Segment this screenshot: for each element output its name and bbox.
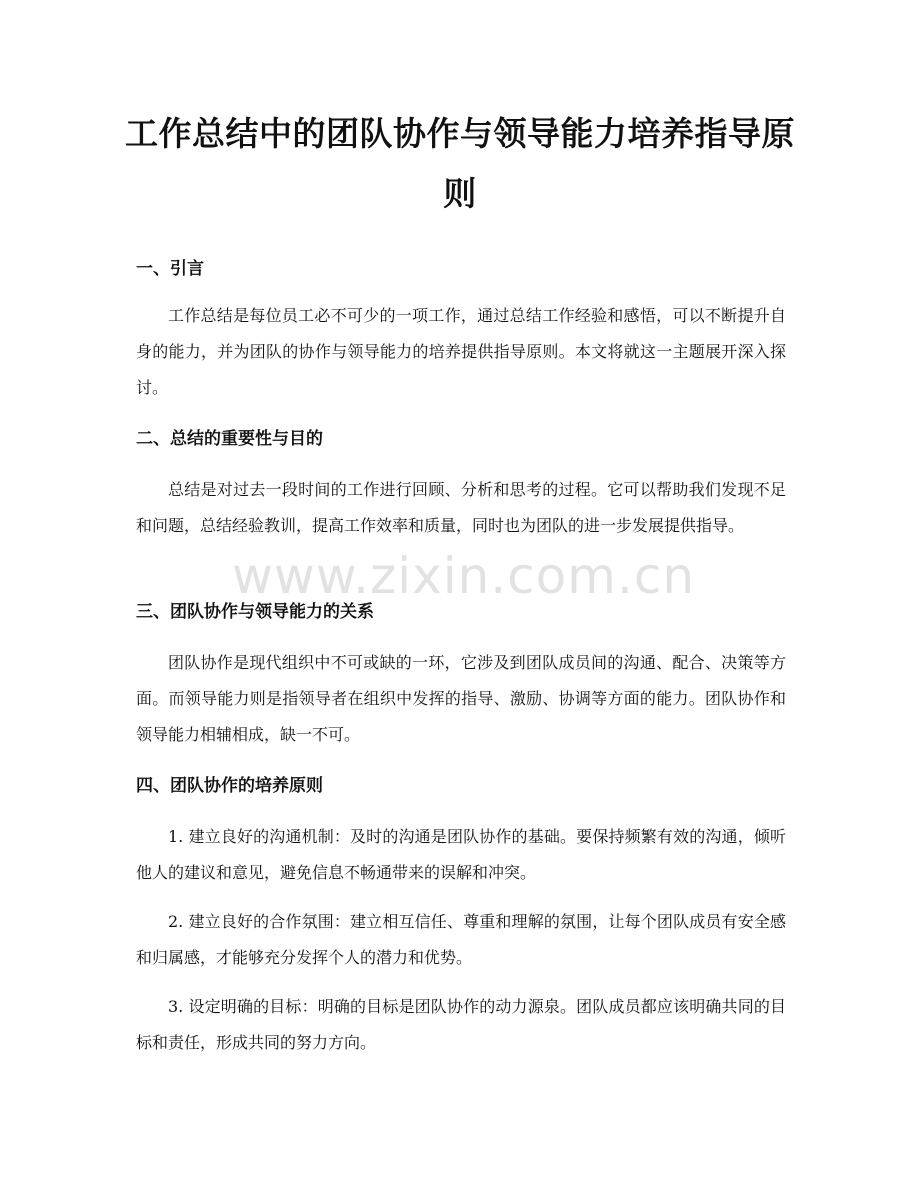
section-heading-importance: 二、总结的重要性与目的 <box>136 429 323 449</box>
paragraph-principle-atmosphere: 2. 建立良好的合作氛围：建立相互信任、尊重和理解的氛围，让每个团队成员有安全感和归属感，才能够充分发挥个人的潜力和优势。 <box>136 912 786 967</box>
section-heading-introduction: 一、引言 <box>136 259 204 279</box>
paragraph-introduction: 工作总结是每位员工必不可少的一项工作，通过总结工作经验和感悟，可以不断提升自身的能力，并为团队的协作与领导能力的培养提供指导原则。本文将就这一主题展开深入探讨。 <box>136 306 786 397</box>
section-heading-relationship: 三、团队协作与领导能力的关系 <box>136 602 374 622</box>
paragraph-principle-goals: 3. 设定明确的目标：明确的目标是团队协作的动力源泉。团队成员都应该明确共同的目标和责任，形成共同的努力方向。 <box>136 997 786 1052</box>
document-title: 工作总结中的团队协作与领导能力培养指导原则 <box>125 114 795 213</box>
paragraph-principle-communication: 1. 建立良好的沟通机制：及时的沟通是团队协作的基础。要保持频繁有效的沟通，倾听他人的建议和意见，避免信息不畅通带来的误解和冲突。 <box>136 827 786 882</box>
paragraph-relationship: 团队协作是现代组织中不可或缺的一环，它涉及到团队成员间的沟通、配合、决策等方面。而领导能力则是指领导者在组织中发挥的指导、激励、协调等方面的能力。团队协作和领导能力相辅相成，缺一不可。 <box>136 653 786 744</box>
paragraph-importance: 总结是对过去一段时间的工作进行回顾、分析和思考的过程。它可以帮助我们发现不足和问题，总结经验教训，提高工作效率和质量，同时也为团队的进一步发展提供指导。 <box>136 480 786 535</box>
watermark: www.zixin.com.cn <box>232 547 696 605</box>
section-heading-principles: 四、团队协作的培养原则 <box>136 776 323 796</box>
